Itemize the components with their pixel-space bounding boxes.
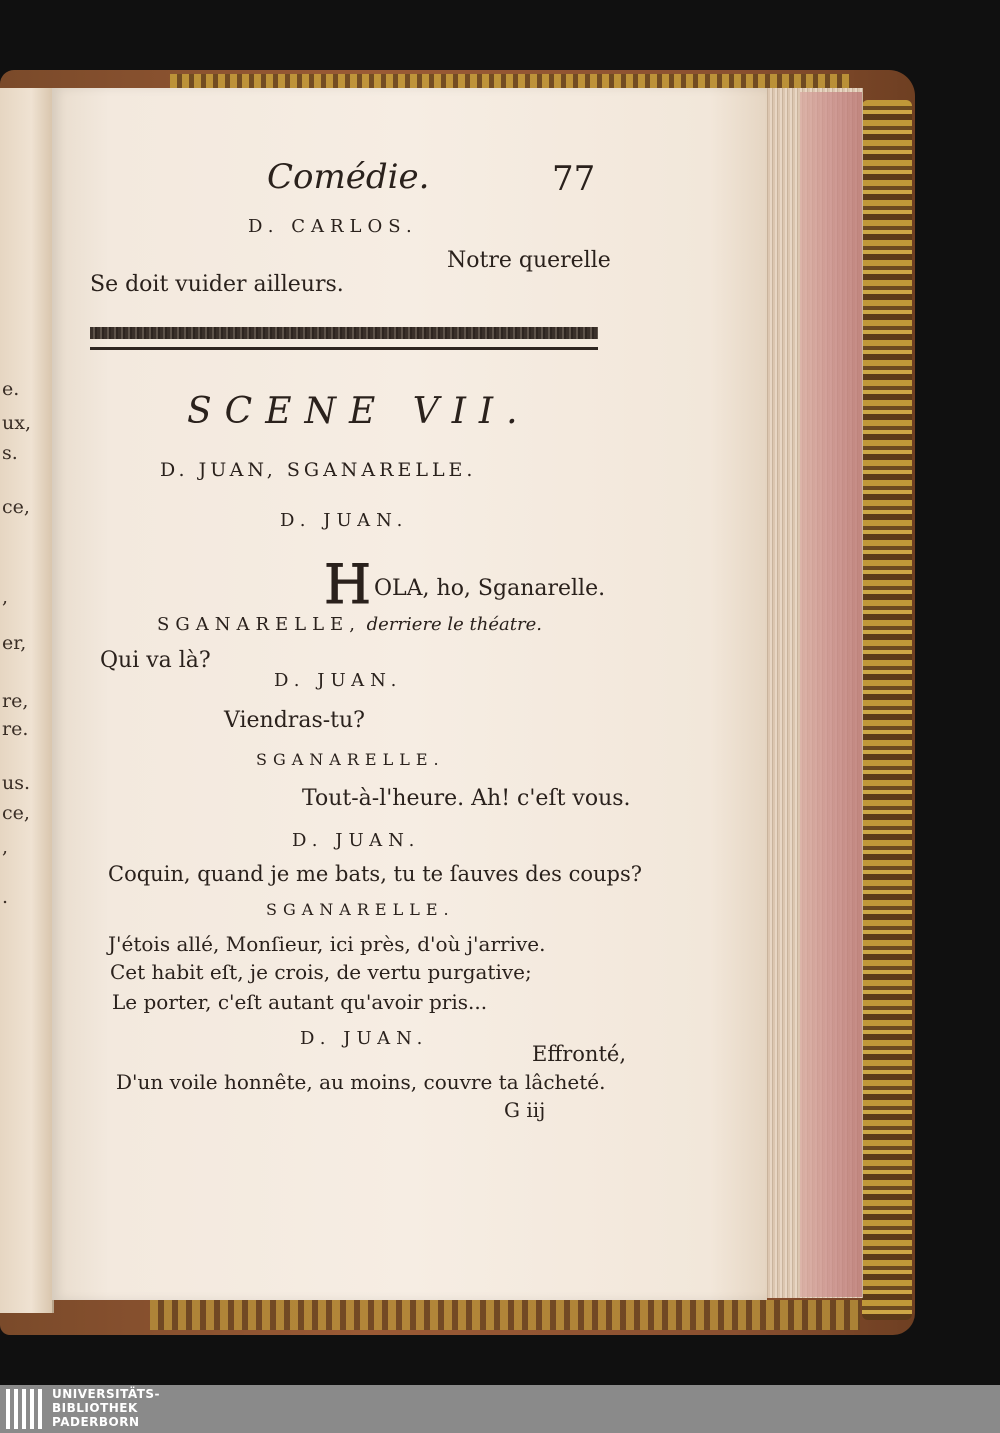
left-page-fragment: . <box>2 886 9 908</box>
divider-rule <box>90 347 598 350</box>
speaker-label: D. JUAN. <box>280 510 409 531</box>
verse-line: OLA, ho, Sganarelle. <box>374 576 606 601</box>
left-page-fragment: e. <box>2 378 20 400</box>
left-page-fragment: re. <box>2 718 29 740</box>
library-footer <box>0 1385 1000 1433</box>
left-page-fragment: ce, <box>2 496 30 518</box>
left-page-fragment: , <box>2 836 9 858</box>
verse-line: Cet habit eſt, je crois, de vertu purgative; <box>110 960 532 984</box>
left-page-fragment: re, <box>2 690 29 712</box>
library-logo-text <box>52 1387 160 1429</box>
speaker-with-direction <box>157 616 542 634</box>
verse-line: Notre querelle <box>447 248 611 273</box>
left-page-fragment: s. <box>2 442 18 464</box>
verse-line: J'étois allé, Monſieur, ici près, d'où j'arrive. <box>108 932 546 956</box>
left-page-fragment: er, <box>2 632 27 654</box>
verse-line: Le porter, c'eſt autant qu'avoir pris... <box>112 990 488 1014</box>
logo-line: PADERBORN <box>52 1415 140 1429</box>
verse-line: Effronté, <box>532 1042 626 1066</box>
cover-gilt-spine <box>862 100 912 1320</box>
logo-line: UNIVERSITÄTS- <box>52 1387 161 1401</box>
library-logo-icon <box>6 1389 46 1429</box>
left-page-fragment: ux, <box>2 412 31 434</box>
running-head: Comédie. <box>267 157 430 197</box>
right-page <box>52 88 767 1300</box>
drop-cap: H <box>324 553 372 616</box>
left-page-fragment: , <box>2 586 9 608</box>
cover-gilt-bottom <box>150 1300 860 1330</box>
verse-line: Qui va là? <box>100 648 211 673</box>
speaker-label: D. JUAN. <box>292 830 421 851</box>
left-page-fragment: ce, <box>2 802 30 824</box>
verse-line: Coquin, quand je me bats, tu te ſauves des coups? <box>108 862 643 886</box>
verse-line: Tout-à-l'heure. Ah! c'eſt vous. <box>302 786 631 811</box>
speaker-label: SGANARELLE, <box>157 614 361 635</box>
speaker-label: SGANARELLE. <box>266 900 455 919</box>
page-block-red-edge <box>800 92 862 1297</box>
stage-direction: derriere le théatre. <box>366 614 542 635</box>
page-number: 77 <box>552 159 596 199</box>
scene-characters: D. JUAN, SGANARELLE. <box>160 459 477 481</box>
speaker-label: D. JUAN. <box>300 1028 429 1049</box>
ornamental-rule <box>90 327 598 339</box>
left-page <box>0 88 54 1313</box>
signature-mark: G iij <box>504 1098 546 1122</box>
verse-line: D'un voile honnête, au moins, couvre ta lâcheté. <box>116 1070 606 1094</box>
left-page-fragment: us. <box>2 772 31 794</box>
speaker-label: D. JUAN. <box>274 670 403 691</box>
scene-title: SCENE VII. <box>187 391 531 432</box>
speaker-label: SGANARELLE. <box>256 750 445 769</box>
verse-line: Se doit vuider ailleurs. <box>90 272 344 297</box>
verse-line: Viendras-tu? <box>224 708 365 733</box>
speaker-label: D. CARLOS. <box>248 216 418 237</box>
logo-line: BIBLIOTHEK <box>52 1401 138 1415</box>
